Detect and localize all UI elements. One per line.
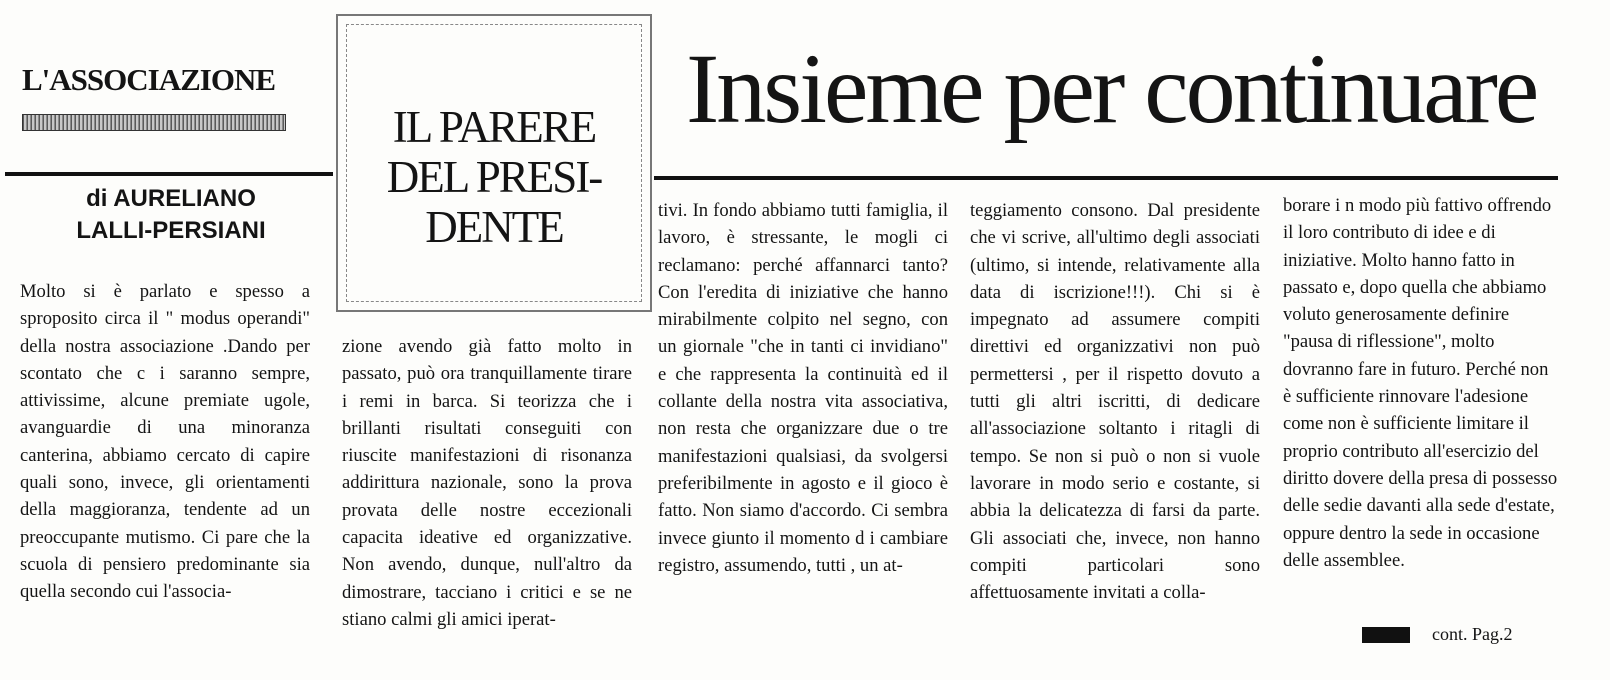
article-column-3: [658, 197, 948, 579]
left-rule: [5, 172, 333, 176]
column-text: zione avendo già fatto molto in passato, può ora tranquillamente tirare i remi in barca. Si teorizza che i brillanti risultati conseguiti con riuscite manifestazioni di risonanza addirittura nazionale, sono la prova provata delle nostre eccezionali capacita ideative ed organizzative. Non avendo, dunque, null'altro da dimostrare, tacciano i critici e se ne stiano calmi gli amici iperat-: [342, 336, 632, 630]
article-column-5: [1283, 192, 1558, 574]
headline: Insieme per continuare: [686, 33, 1537, 144]
byline-line: LALLI-PERSIANI: [76, 217, 266, 244]
column-text: borare i n modo più fattivo offrendo il loro contributo di idee e di iniziative. Molto hanno fatto in passato e, dopo quella che abbiamo voluto generosamente definire "pausa di riflessione", molto dovranno fare in futuro. Perché non è sufficiente rinnovare l'adesione come non è sufficiente limitare il proprio contributo all'esercizio del diritto dovere della presa di possesso delle sedie davanti alla sede d'estate, oppure dentro la sede in occasione delle assemblee.: [1283, 195, 1558, 571]
column-text: teggiamento consono. Dal presidente che vi scrive, all'ultimo degli associati (ultimo, si intende, relativamente alla data di iscrizione!!!). Chi si è impegnato ad assumere compiti direttivi ed organizzativi non può permettersi , per il rispetto dovuto a tutti gli altri iscritti, di dedicare all'associazione soltanto i ritagli di tempo. Se non si può o non si vuole lavorare in modo serio e costante, si abbia la delicatezza di farsi da parte. Gli associati che, invece, non hanno compiti particolari sono affettuosamente invitati a colla-: [970, 200, 1260, 604]
article-column-2: [342, 333, 632, 633]
box-title-line: IL PARERE: [392, 102, 596, 152]
article-column-1: [20, 278, 310, 606]
column-text: Molto si è parlato e spesso a sproposito circa il " modus operandi" della nostra associazione .Dando per scontato che c i saranno sempre, attivissime, alcune premiate ugole, avanguardie di una minoranza canterina, abbiamo cercato di capire quali sono, invece, gli orientamenti della maggioranza, tendente ad un preoccupante mutismo. Ci pare che la scuola di pensiero predominante sia quella secondo cui l'associa-: [20, 281, 310, 603]
continuation-marker: [1362, 627, 1410, 643]
section-label-bar: [22, 114, 286, 131]
headline-rule: [654, 176, 1558, 180]
section-label: L'ASSOCIAZIONE: [22, 62, 276, 97]
byline: [16, 183, 326, 247]
continuation-text: cont. Pag.2: [1432, 624, 1513, 644]
continuation-note: [1362, 624, 1513, 645]
box-title-line: DEL PRESI-: [386, 152, 602, 202]
president-box-title: [336, 102, 652, 252]
article-column-4: [970, 197, 1260, 606]
box-title-line: DENTE: [425, 202, 563, 252]
column-text: tivi. In fondo abbiamo tutti famiglia, il lavoro, è stressante, le mogli ci reclamano: perché affannarci tanto? Con l'eredita di iniziative che hanno mirabilmente colpito nel segno, con un giornale "che in tanti ci invidiano" e che rappresenta la continuità ed il collante della nostra vita associativa, non resta che organizzare due o tre manifestazioni qualsiasi, da svolgersi preferibilmente in agosto e il gioco è fatto. Non siamo d'accordo. Ci sembra invece giunto il momento d i cambiare registro, assumendo, tutti , un at-: [658, 200, 948, 576]
byline-line: di AURELIANO: [86, 185, 256, 212]
